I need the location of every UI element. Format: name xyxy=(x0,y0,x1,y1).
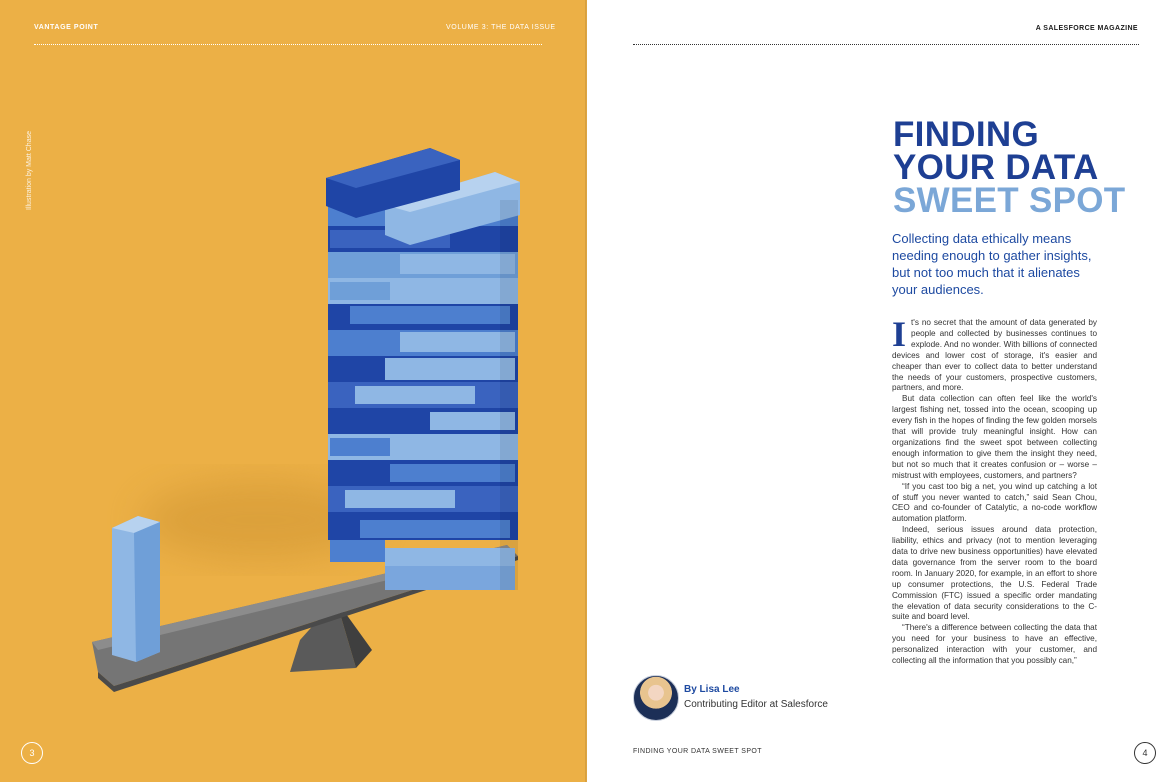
article-deck: Collecting data ethically means needing enough to gather insights, but not too much that it alienates your audiences. xyxy=(892,231,1092,297)
article-body xyxy=(892,314,1097,667)
paragraph-1: It's no secret that the amount of data generated by people and collected by businesses continues to explode. And no wonder. With billions of connected devices and lower cost of storage, it's easier and cheaper than ever to collect data to better understand the needs of your customers, prospective customers, partners, and more. xyxy=(892,314,1097,393)
volume-label: VOLUME 3: THE DATA ISSUE xyxy=(446,24,556,31)
title-line-1: FINDING xyxy=(893,115,1039,154)
jenga-tower xyxy=(326,148,520,590)
right-page-number: 4 xyxy=(1134,742,1156,764)
article-title xyxy=(893,115,1126,220)
title-line-2: YOUR DATA xyxy=(893,148,1099,187)
page-footer: FINDING YOUR DATA SWEET SPOT xyxy=(633,748,762,755)
header-divider-right xyxy=(633,44,1139,45)
paragraph-3: “If you cast too big a net, you wind up catching a lot of stuff you never wanted to catch,” said Sean Chou, CEO and co-founder of Catalytic, a no-code workflow automation platform. xyxy=(892,481,1097,524)
illustration-credit: Illustration by Matt Chase xyxy=(26,131,33,210)
left-page-number: 3 xyxy=(21,742,43,764)
paragraph-2: But data collection can often feel like the world's largest fishing net, tossed into the ocean, scooping up every fish in the hopes of finding the few golden morsels that will provide truly meaningful insight. How can organizations find the sweet spot between collecting enough information to give them the insight they need, but not so much that it creates confusion or – worse – mistrust with employees, customers, and partners? xyxy=(892,394,1097,480)
publication-label: A SALESFORCE MAGAZINE xyxy=(1035,25,1138,32)
drop-cap: I xyxy=(892,314,907,354)
paragraph-5: “There's a difference between collecting the data that you need for your business to have an effective, personalized interaction with your customer, and collecting all the information that you possibly can,” xyxy=(892,623,1097,666)
paragraph-4: Indeed, serious issues around data protection, liability, ethics and privacy (not to mention leveraging data to drive new business opportunities) have elevated data governance from the server room to the board room. In January 2020, for example, in an effort to shore up consumer protections, the U.S. Federal Trade Commission (FTC) issued a specific order mandating the elevation of data security considerations to the C-suite and board level. xyxy=(892,525,1097,622)
single-block xyxy=(112,516,160,662)
author-avatar xyxy=(633,675,679,721)
author-name: By Lisa Lee xyxy=(684,684,740,695)
author-role: Contributing Editor at Salesforce xyxy=(684,699,828,710)
magazine-name: VANTAGE POINT xyxy=(34,24,99,31)
right-page xyxy=(587,0,1172,782)
title-line-3: SWEET SPOT xyxy=(893,181,1126,220)
